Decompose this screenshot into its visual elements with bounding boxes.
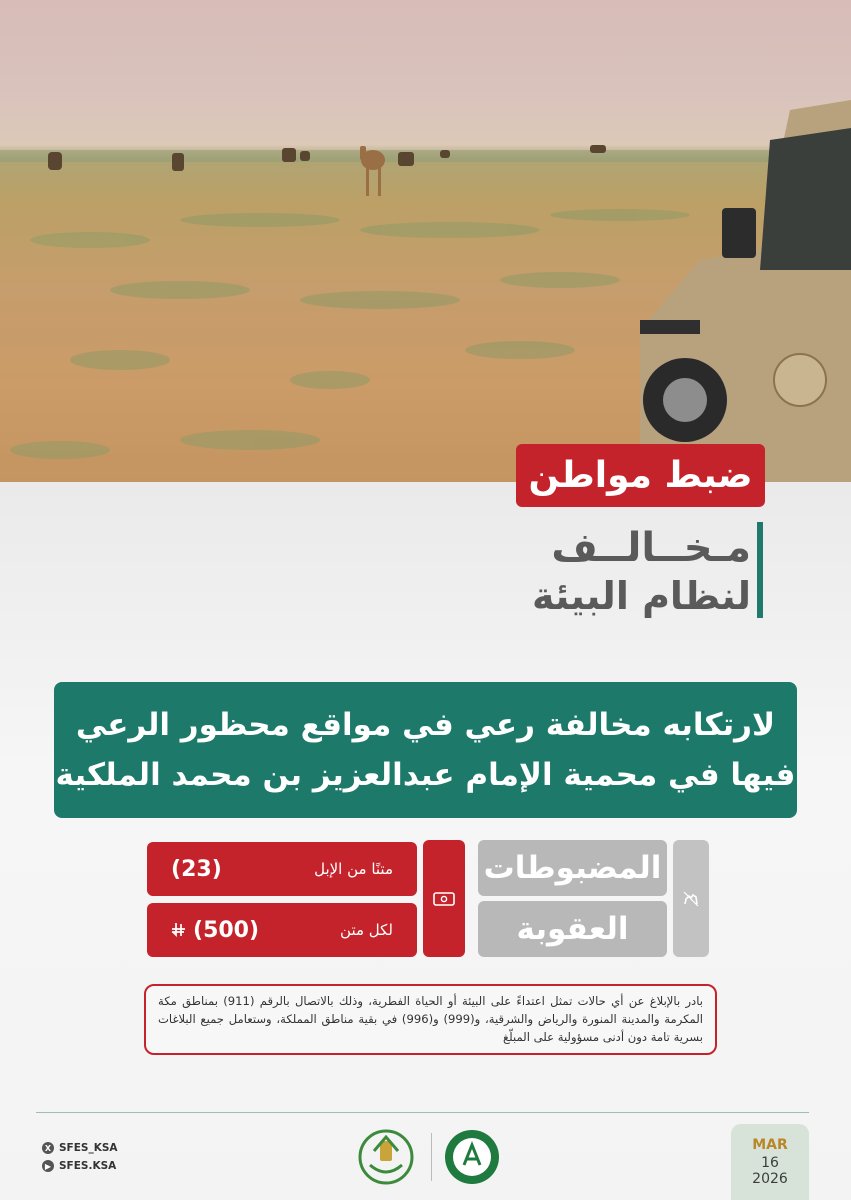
date-year: 2026 [752,1171,788,1187]
date-month: MAR [752,1137,788,1153]
logo-separator [431,1133,432,1181]
camel-icon-cell [673,840,709,957]
youtube-handle: SFES.KSA [59,1160,117,1172]
seized-value-row [147,842,417,896]
youtube-social-link[interactable] [42,1160,116,1172]
seized-value: (23) [171,856,222,882]
notice-text: بادر بالإبلاغ عن أي حالات تمثل اعتداءً على البيئة أو الحياة الفطرية، وذلك بالاتصال بالرقم (911) بمناطق مكة المكرمة والمدينة المنورة والرياض والشرقية، و(999) و(996) في بقية مناطق المملكة، وستعامل جميع البلاغات بسرية تامة دون أدنى مسؤولية على المبلّغ [158,994,703,1044]
statement-line-1: لارتكابه مخالفة رعي في مواقع محظور الرعي [75,707,776,743]
date-day: 16 [761,1155,779,1171]
penalty-value: (500) [193,917,260,943]
penalty-unit: لكل متن [340,921,393,939]
title-banner [516,444,765,507]
penalty-label: العقوبة [516,911,629,947]
x-social-link[interactable] [42,1142,118,1154]
penalty-value-row [147,903,417,957]
report-notice [144,984,717,1055]
penalty-amount [171,918,259,943]
special-forces-emblem-icon [356,1127,416,1187]
heading-line-1: مـخــالــف [551,525,751,571]
x-handle: SFES_KSA [59,1142,118,1154]
banner-title: ضبط مواطن [528,455,753,496]
riyal-icon [171,922,187,938]
hero-photo [0,0,851,482]
money-icon [433,891,455,907]
heading-line-2: لنظام البيئة [531,574,751,618]
statement-line-2: فيها في محمية الإمام عبدالعزيز بن محمد الملكية [55,757,796,793]
violation-statement [54,682,797,818]
heading-accent-bar [757,522,763,618]
x-logo-icon: X [42,1142,54,1154]
date-badge [731,1124,809,1200]
seized-label-cell [478,840,667,896]
penalty-label-cell [478,901,667,957]
page-heading [532,524,751,620]
ministry-interior-emblem-icon [442,1127,502,1187]
youtube-icon: ▶ [42,1160,54,1172]
footer-divider [36,1112,809,1113]
seized-unit: متنًا من الإبل [314,860,393,878]
camel-icon [682,890,700,908]
money-icon-cell [423,840,465,957]
seized-label: المضبوطات [483,850,662,886]
